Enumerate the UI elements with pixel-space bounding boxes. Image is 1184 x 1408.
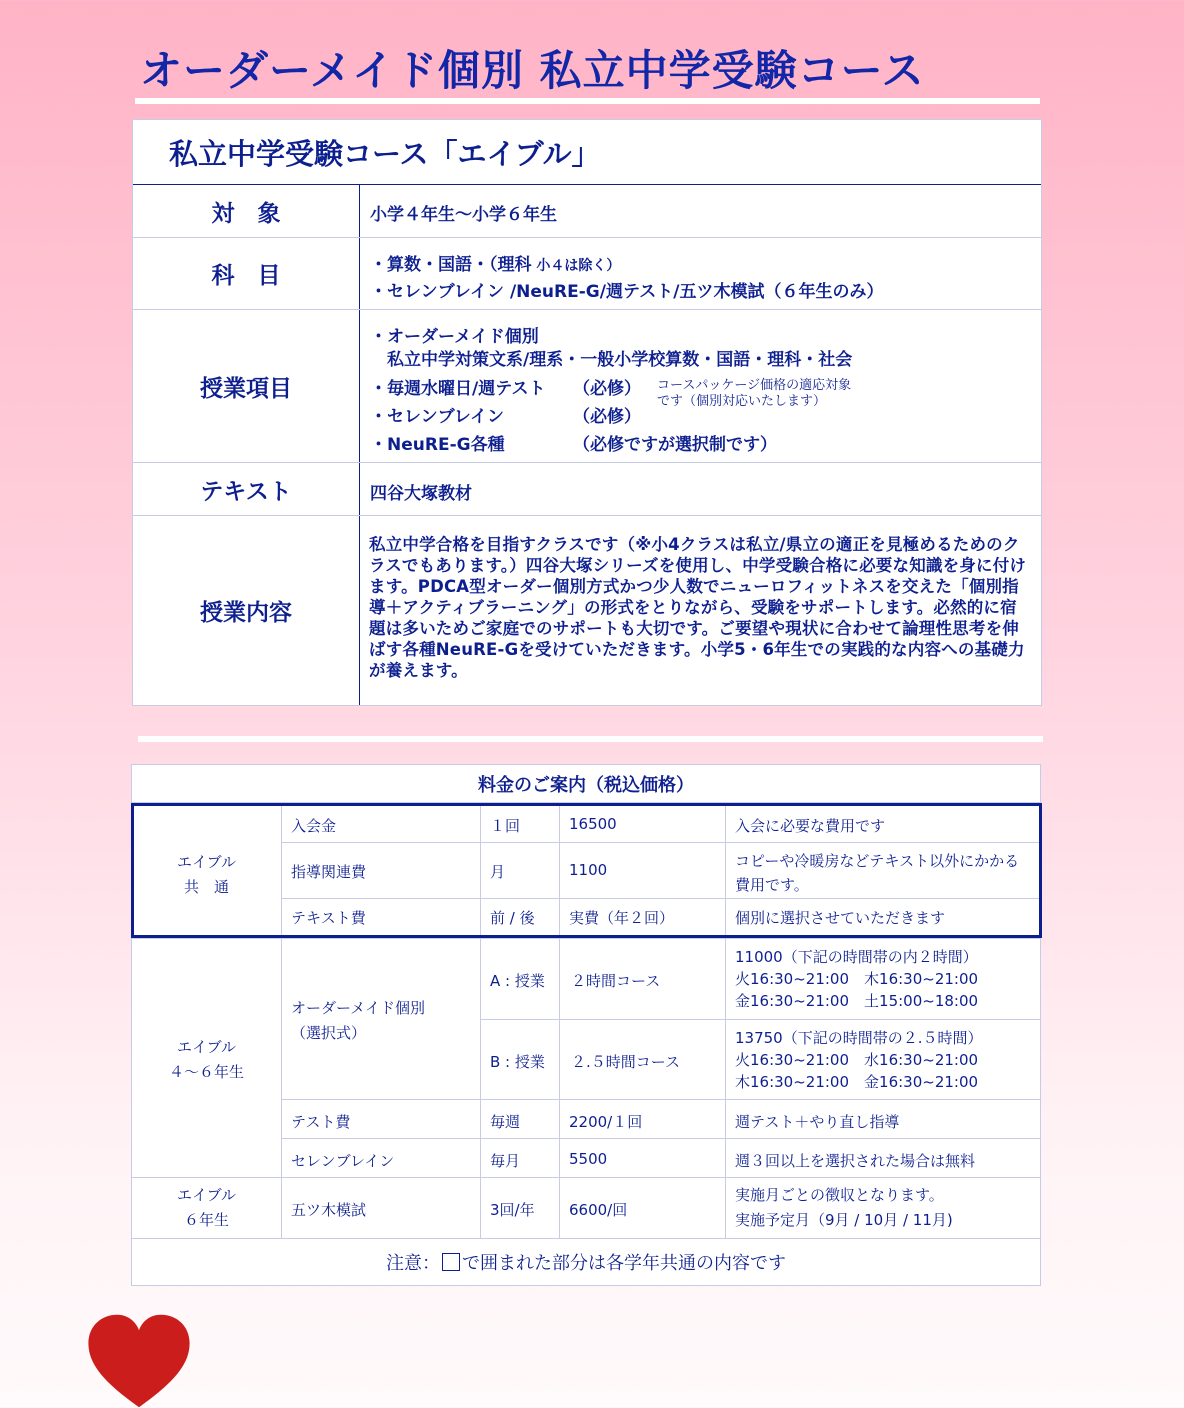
fee-unit: 毎週: [490, 1113, 521, 1131]
fee-note: 週テスト＋やり直し指導: [735, 1113, 900, 1131]
ordermade-label: オーダーメイド個別 （選択式）: [291, 999, 425, 1042]
content-text: 私立中学合格を目指すクラスです（※小4クラスは私立/県立の適正を見極めるためのクラスでもあります。）四谷大塚シリーズを使用し、中学受験合格に必要な知識を身に付けます。PDCA型オーダー個別方式かつ少人数でニューロフィットネスを交えた「個別指導＋アクティブラーニング」の形式をとりながら、受験をサポートします。必然的に宿題は多いためご家庭でのサポートも大切です。ご要望や現状に合わせて論理性思考を伸ばす各種NeuRE-Gを受けていただきます。小学5・6年生での実践的な内容への基礎力が養えます。: [369, 535, 1027, 680]
fee-price: 6600/回: [569, 1201, 628, 1219]
subjects-line2: ・セレンブレイン /NeuRE-G/週テスト/五ツ木模試（６年生のみ）: [370, 282, 884, 302]
fee-note: 週３回以上を選択された場合は無料: [735, 1152, 976, 1170]
fee-note: 個別に選択させていただきます: [735, 909, 946, 927]
section-divider: [138, 736, 1043, 742]
fee-unit: １回: [490, 817, 521, 835]
plan-b-price: ２.５時間コース: [571, 1053, 681, 1071]
row-value: [359, 238, 1041, 309]
fee-price: 16500: [569, 815, 617, 833]
fee-item: 五ツ木模試: [291, 1201, 367, 1219]
row-line: [480, 1019, 1040, 1020]
fee-unit: 前 / 後: [490, 909, 535, 927]
fees-table: [131, 764, 1041, 1286]
package-note: コースパッケージ価格の適応対象です（個別対応いたします）: [657, 378, 852, 409]
heart-icon: [84, 1306, 194, 1408]
items-line4: ・セレンブレイン: [370, 407, 505, 427]
course-table: [132, 119, 1042, 706]
fee-item: テキスト費: [291, 909, 366, 927]
items-line2: 私立中学対策文系/理系・一般小学校算数・国語・理科・社会: [370, 350, 853, 370]
row-line: [132, 938, 1040, 939]
course-header: 私立中学受験コース「エイブル」: [133, 120, 1041, 185]
target-value: 小学４年生〜小学６年生: [370, 205, 557, 225]
fee-unit: 毎月: [490, 1152, 521, 1170]
row-value: [359, 463, 1041, 515]
fee-price: 実費（年２回）: [569, 909, 675, 927]
group-grade6: エイブル ６年生: [177, 1186, 236, 1229]
fee-item: 入会金: [291, 817, 337, 835]
course-row-text: [133, 463, 1041, 516]
row-value: [359, 310, 1041, 462]
plan-a-price: ２時間コース: [571, 972, 661, 990]
plan-b-note: 13750（下記の時間帯の２.５時間） 火16:30~21:00 水16:30~21:00 木16:30~21:00 金16:30~21:00: [735, 1029, 983, 1091]
fee-note: 実施月ごとの徴収となります。 実施予定月（9月 / 10月 / 11月): [735, 1186, 953, 1229]
plan-a-unit: A : 授業: [490, 972, 545, 990]
fee-unit: 3回/年: [490, 1201, 535, 1219]
course-row-target: [133, 185, 1041, 238]
square-outline-icon: [442, 1253, 460, 1271]
text-value: 四谷大塚教材: [370, 484, 472, 504]
group-grade46: エイブル ４〜６年生: [168, 1038, 244, 1081]
plan-b-unit: B : 授業: [490, 1053, 545, 1071]
fee-item: セレンブレイン: [291, 1152, 395, 1170]
row-line: [281, 1138, 1040, 1139]
items-line3-required: （必修）: [573, 379, 641, 399]
fee-item: 指導関連費: [291, 863, 367, 881]
course-row-items: [133, 310, 1041, 463]
items-line1: ・オーダーメイド個別: [370, 327, 539, 347]
plan-a-note: 11000（下記の時間帯の内２時間） 火16:30~21:00 木16:30~21:00 金16:30~21:00 土15:00~18:00: [735, 948, 979, 1010]
title-divider: [135, 98, 1040, 104]
fee-note: コピーや冷暖房などテキスト以外にかかる費用です。: [735, 852, 1020, 894]
items-line4-required: （必修）: [573, 407, 641, 427]
fee-price: 1100: [569, 861, 608, 879]
course-row-subjects: [133, 238, 1041, 310]
row-line: [132, 1177, 1040, 1178]
row-line: [281, 1099, 1040, 1100]
common-highlight-box: [131, 803, 1042, 938]
fee-price: 2200/１回: [569, 1113, 643, 1131]
row-value: [359, 185, 1041, 237]
row-label: 対 象: [211, 200, 281, 227]
items-line5-required: （必修ですが選択制です）: [573, 435, 777, 455]
fee-note: 入会に必要な費用です: [735, 817, 886, 835]
subjects-line1: ・算数・国語・（理科 小４は除く）: [370, 255, 621, 275]
fees-footer-note: 注意： で囲まれた部分は各学年共通の内容です: [386, 1253, 786, 1274]
row-label: テキスト: [200, 478, 292, 505]
course-row-content: [133, 516, 1041, 705]
row-label: 授業内容: [200, 600, 292, 626]
row-value: [359, 516, 1041, 705]
row-label: 授業項目: [200, 375, 292, 402]
items-line3: ・毎週水曜日/週テスト: [370, 379, 546, 399]
fee-item: テスト費: [291, 1113, 351, 1131]
fees-header: 料金のご案内（税込価格）: [132, 765, 1040, 803]
items-line5: ・NeuRE-G各種: [370, 435, 505, 455]
group-common: エイブル 共 通: [177, 853, 236, 896]
page-title: オーダーメイド個別 私立中学受験コース: [140, 46, 925, 95]
fee-unit: 月: [490, 863, 506, 881]
row-label: 科 目: [211, 263, 281, 289]
fee-price: 5500: [569, 1150, 608, 1168]
